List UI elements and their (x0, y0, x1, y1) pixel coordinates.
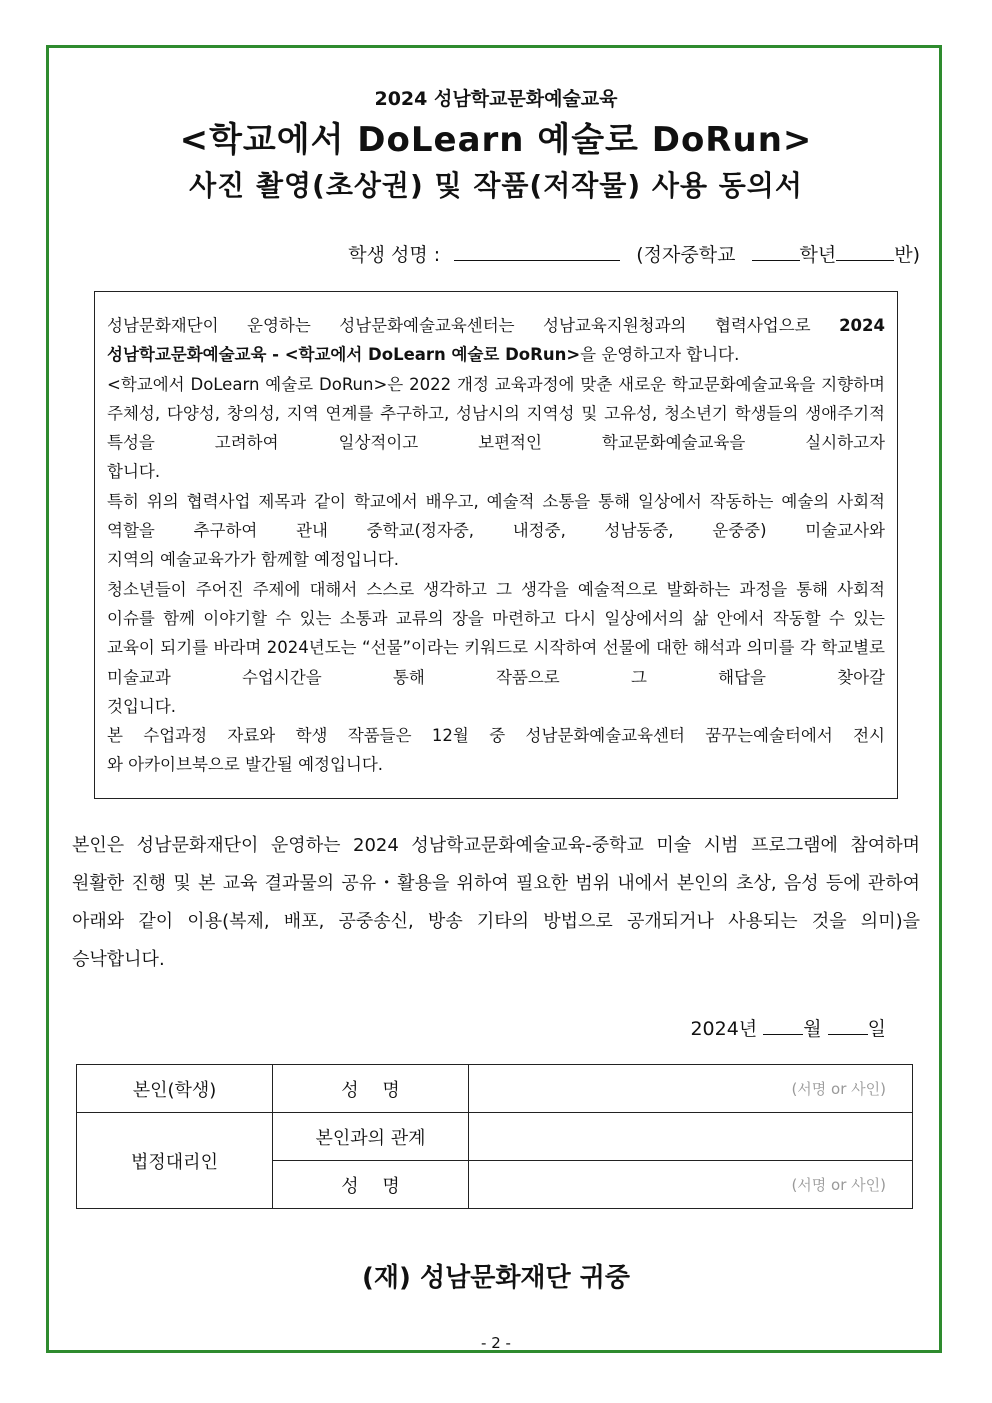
student-info-line (348, 240, 920, 267)
info-paragraph-2: <학교에서 DoLearn 예술로 DoRun>은 2022 개정 교육과정에 맞춘 새로운 학교문화예술교육을 지향하며 주체성, 다양성, 창의성, 지역 연계를 추구하고, 성남시의 지역성 및 고유성, 청소년기 학생들의 생애주기적 특성을 고려하여 일상적이고 보편적인 학교문화예술교육을 실시하고자 (107, 374, 885, 453)
student-name-field[interactable] (454, 242, 620, 261)
program-info-box (94, 291, 898, 799)
page-number: - 2 - (481, 1334, 511, 1352)
class-label: 반) (894, 244, 920, 266)
day-field[interactable] (828, 1016, 868, 1035)
info-paragraph-1-cont (107, 340, 885, 369)
guardian-label-cell: 법정대리인 (77, 1113, 273, 1209)
info-paragraph-3: 특히 위의 협력사업 제목과 같이 학교에서 배우고, 예술적 소통을 통해 일상에서 작동하는 예술의 사회적 역할을 추구하여 관내 중학교(정자중, 내정중, 성남동중, 운중중) 미술교사와 (107, 491, 885, 541)
info-paragraph-5-end: 와 아카이브북으로 발간될 예정입니다. (107, 755, 384, 775)
class-field[interactable] (836, 242, 894, 261)
table-row (77, 1113, 913, 1161)
date-line (690, 1014, 886, 1041)
date-day-label: 일 (867, 1018, 886, 1040)
self-signature-field[interactable]: (서명 or 사인) (469, 1065, 913, 1113)
grade-field[interactable] (752, 242, 800, 261)
info-paragraph-4: 청소년들이 주어진 주제에 대해서 스스로 생각하고 그 생각을 예술적으로 발화하는 과정을 통해 사회적 이슈를 함께 이야기할 수 있는 소통과 교류의 장을 마련하고 다시 일상에서의 삶 안에서 작동할 수 있는 교육이 되기를 바라며 2024년도는 “선물”이라는 키워드로 시작하여 선물에 대한 해석과 의미를 각 학교별로 미술교과 수업시간을 통해 작품으로 그 해답을 찾아갈 (107, 579, 885, 687)
self-label-cell: 본인(학생) (77, 1065, 273, 1113)
self-name-label-cell: 성 명 (273, 1065, 469, 1113)
header-program-title: 2024 성남학교문화예술교육 (374, 88, 618, 110)
date-year: 2024년 (690, 1018, 758, 1040)
guardian-name-label-cell: 성 명 (273, 1161, 469, 1209)
relation-field[interactable] (469, 1113, 913, 1161)
month-field[interactable] (763, 1016, 803, 1035)
info-paragraph-5: 본 수업과정 자료와 학생 작품들은 12월 중 성남문화예술교육센터 꿈꾸는예술터에서 전시 (107, 726, 885, 746)
relation-label-cell: 본인과의 관계 (273, 1113, 469, 1161)
school-label: (정자중학교 (636, 244, 736, 266)
header-project-title: <학교에서 DoLearn 예술로 DoRun> (179, 120, 813, 160)
info-text: 을 운영하고자 합니다. (580, 345, 740, 365)
signature-table (76, 1064, 913, 1209)
grade-label: 학년 (799, 244, 837, 266)
guardian-signature-field[interactable]: (서명 or 사인) (469, 1161, 913, 1209)
info-paragraph-1 (107, 311, 885, 340)
student-name-label: 학생 성명 : (348, 244, 441, 266)
info-paragraph-4-end: 것입니다. (107, 696, 177, 716)
addressee-footer: (재) 성남문화재단 귀중 (362, 1263, 630, 1293)
consent-statement: 본인은 성남문화재단이 운영하는 2024 성남학교문화예술교육-중학교 미술 시범 프로그램에 참여하며 원활한 진행 및 본 교육 결과물의 공유・활용을 위하여 필요한 범위 내에서 본인의 초상, 음성 등에 관하여 아래와 같이 이용(복제, 배포, 공중송신, 방송 기타의 방법으로 공개되거나 사용되는 것을 의미)을 승낙합니다. (72, 835, 920, 970)
date-month-label: 월 (803, 1018, 822, 1040)
info-text: 성남문화재단이 운영하는 성남문화예술교육센터는 성남교육지원청과의 협력사업으로 (107, 316, 811, 335)
info-paragraph-2-end: 합니다. (107, 462, 161, 482)
info-bold-year: 2024 (839, 316, 885, 335)
info-bold-title: 성남학교문화예술교육 - <학교에서 DoLearn 예술로 DoRun> (107, 345, 581, 365)
table-row (77, 1065, 913, 1113)
info-paragraph-3-end: 지역의 예술교육가가 함께할 예정입니다. (107, 550, 399, 570)
page-title: 사진 촬영(초상권) 및 작품(저작물) 사용 동의서 (189, 169, 803, 202)
